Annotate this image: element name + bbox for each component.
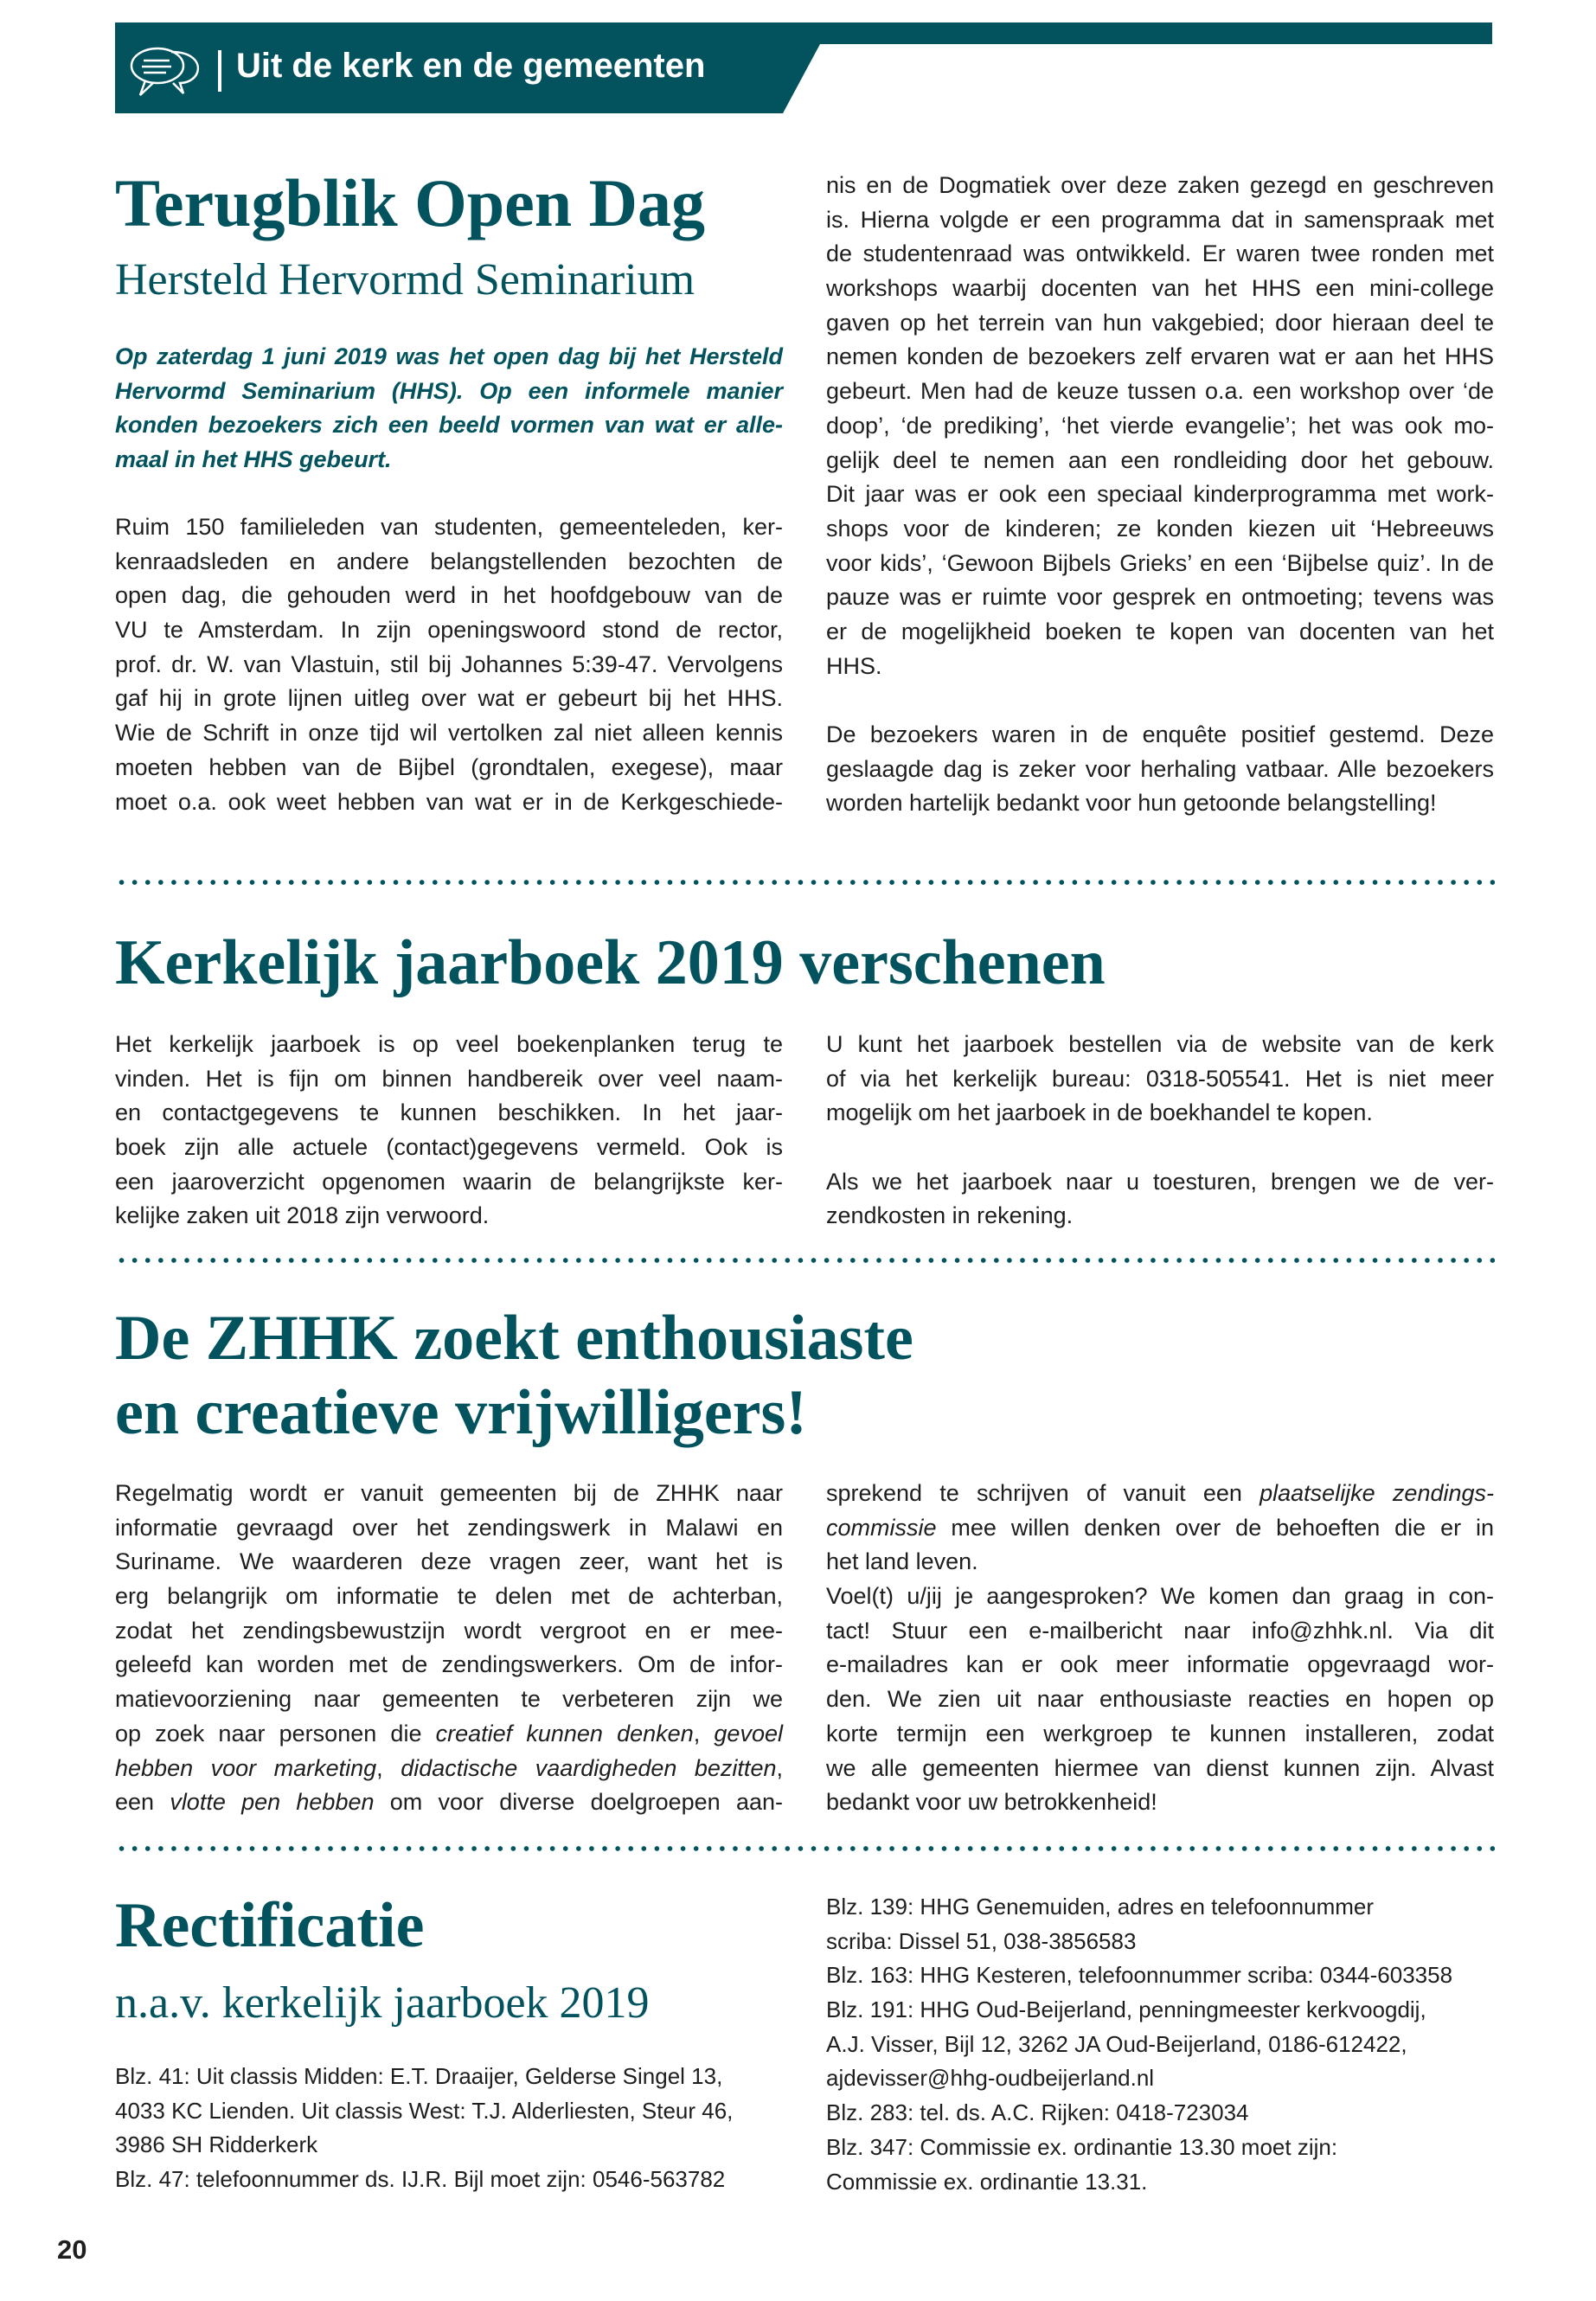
text: doop’, ‘de prediking’, ‘het vierde evangelie’; het was ook mo-: [826, 412, 1494, 439]
text-line: [826, 169, 1494, 203]
text: nemen konden de bezoekers zelf ervaren wat er aan het HHS: [826, 343, 1494, 370]
text: Blz. 191: HHG Oud-Beijerland, penningmeester kerkvoogdij,: [826, 1997, 1426, 2023]
text-line: [115, 613, 783, 648]
text-line: [115, 1580, 783, 1614]
text: tact! Stuur een e-mailbericht naar info@zhhk.nl. Via dit: [826, 1617, 1494, 1644]
text: e-mailadres kan er ook meer informatie opgevraagd wor-: [826, 1651, 1494, 1678]
text: kenraadsleden en andere belangstellenden bezochten de: [115, 548, 783, 574]
text-line: [115, 1096, 783, 1131]
title-line: en creatieve vrijwilligers!: [115, 1377, 807, 1448]
text: Blz. 47: telefoonnummer ds. IJ.R. Bijl moet zijn: 0546-563782: [115, 2166, 726, 2193]
text: gaf hij in grote lijnen uitleg over wat er gebeurt bij het HHS.: [115, 685, 783, 712]
article-body-right: [826, 1028, 1494, 1234]
text-line: [115, 1785, 783, 1820]
text: gaven op het terrein van hun vakgebied; door hieraan deel te: [826, 309, 1494, 336]
text: mee willen denken over de behoeften die er in: [936, 1514, 1494, 1541]
text-line: [115, 2128, 783, 2163]
text: er de mogelijkheid boeken te kopen van docenten van het: [826, 618, 1494, 644]
text-line: [115, 682, 783, 716]
text: de studentenraad was ontwikkeld. Er waren twee ronden met: [826, 240, 1494, 267]
text-line: [115, 785, 783, 820]
text-line: [826, 409, 1494, 444]
text-line: [115, 1062, 783, 1097]
italic-text: creatief kunnen denken: [435, 1720, 694, 1747]
text: Ruim 150 familieleden van studenten, gemeenteleden, ker-: [115, 514, 783, 540]
text: Blz. 163: HHG Kesteren, telefoonnummer scriba: 0344-603358: [826, 1962, 1453, 1989]
text-line: [826, 1096, 1494, 1131]
text: sprekend te schrijven of vanuit een: [826, 1480, 1260, 1506]
text-line: [826, 375, 1494, 409]
text-line: [826, 1993, 1494, 2028]
text: een jaaroverzicht opgenomen waarin de belangrijkste ker-: [115, 1168, 783, 1195]
text-line: [115, 2094, 783, 2129]
text-line: [826, 237, 1494, 272]
text: worden hartelijk bedankt voor hun getoonde belangstelling!: [826, 790, 1437, 817]
text-line: [826, 580, 1494, 615]
text-line: [826, 1511, 1494, 1546]
article-subtitle: Hersteld Hervormd Seminarium: [115, 255, 695, 304]
text-line: [826, 1958, 1494, 1993]
text: 3986 SH Ridderkerk: [115, 2131, 318, 2158]
text: matievoorziening naar gemeenten te verbeteren zijn we: [115, 1686, 783, 1713]
text-line: [115, 716, 783, 751]
text-line: [826, 1752, 1494, 1786]
text-line: [826, 1580, 1494, 1614]
text-line: [826, 615, 1494, 650]
text: zendkosten in rekening.: [826, 1202, 1074, 1229]
text-line: [115, 408, 783, 443]
text: ,: [376, 1754, 401, 1781]
text-line: [115, 1199, 783, 1234]
text: nis en de Dogmatiek over deze zaken gezegd en geschreven: [826, 172, 1494, 198]
text-line: [826, 306, 1494, 341]
text: maal in het HHS gebeurt.: [115, 446, 392, 473]
italic-text: commissie: [826, 1514, 937, 1541]
text: Blz. 283: tel. ds. A.C. Rijken: 0418-723034: [826, 2099, 1249, 2126]
italic-text: didactische vaardigheden bezitten: [401, 1754, 777, 1781]
text-line: [115, 1131, 783, 1165]
text: kelijke zaken uit 2018 zijn verwoord.: [115, 1202, 490, 1229]
text-line: [826, 2061, 1494, 2096]
text-line: [826, 547, 1494, 581]
article-subtitle: n.a.v. kerkelijk jaarboek 2019: [115, 1978, 650, 2028]
text: informatie gevraagd over het zendingswerk in Malawi en: [115, 1514, 783, 1541]
text: pauze was er ruimte voor gesprek en ontmoeting; tevens was: [826, 584, 1494, 611]
text-line: [826, 2028, 1494, 2062]
text-line: [826, 786, 1494, 821]
text-line: [826, 2096, 1494, 2131]
dotted-divider: [115, 1845, 1495, 1852]
text: het land leven.: [826, 1548, 978, 1575]
text: erg belangrijk om informatie te delen met de achterban,: [115, 1583, 783, 1610]
text-line: [826, 1890, 1494, 1925]
text-line: [826, 753, 1494, 787]
text: is. Hierna volgde er een programma dat in samenspraak met: [826, 206, 1494, 233]
text-line: [115, 1614, 783, 1649]
text: om voor diverse doelgroepen aan-: [374, 1789, 783, 1816]
article-body-left: [115, 510, 783, 819]
text-line: [115, 375, 783, 409]
text: moeten hebben van de Bijbel (grondtalen, exegese), maar: [115, 753, 783, 780]
text-line: [115, 443, 783, 478]
text-line: [826, 272, 1494, 306]
text-line: [826, 1614, 1494, 1649]
text: korte termijn een werkgroep te kunnen installeren, zodat: [826, 1720, 1494, 1747]
title-line: De ZHHK zoekt enthousiaste: [115, 1303, 913, 1374]
text-line: [826, 444, 1494, 478]
text-line: [115, 545, 783, 580]
text: HHS.: [826, 652, 882, 679]
text: gelijk deel te nemen aan een rondleiding door het gebouw.: [826, 446, 1494, 473]
text-line: [115, 579, 783, 613]
text: Het kerkelijk jaarboek is op veel boekenplanken terug te: [115, 1031, 783, 1057]
paragraph-gap: [826, 683, 1494, 718]
text-line: [115, 340, 783, 375]
dotted-divider: [115, 879, 1495, 886]
text-line: [115, 1028, 783, 1062]
text-line: [826, 650, 1494, 684]
text: Dit jaar was er ook een speciaal kinderprogramma met work-: [826, 481, 1494, 508]
text-line: [826, 2165, 1494, 2200]
text-line: [826, 2131, 1494, 2165]
text: A.J. Visser, Bijl 12, 3262 JA Oud-Beijerland, 0186-612422,: [826, 2030, 1407, 2057]
text-line: [826, 1477, 1494, 1511]
text: konden bezoekers zich een beeld vormen van wat er alle-: [115, 412, 783, 439]
text-line: [115, 2060, 783, 2094]
text: mogelijk om het jaarboek in de boekhandel te kopen.: [826, 1099, 1373, 1126]
text-line: [826, 1682, 1494, 1717]
text: shops voor de kinderen; ze konden kiezen uit ‘Hebreeuws: [826, 515, 1494, 542]
text-line: [826, 1165, 1494, 1200]
text-line: [115, 510, 783, 545]
text-line: [826, 718, 1494, 753]
corrections-right: [826, 1890, 1494, 2199]
italic-text: gevoel: [714, 1720, 783, 1747]
article-body-right: [826, 169, 1494, 821]
text-line: [826, 512, 1494, 547]
page-number: 20: [57, 2234, 87, 2265]
text: Hervormd Seminarium (HHS). Op een informele manier: [115, 377, 783, 404]
article-body-left: [115, 1477, 783, 1820]
text-line: [115, 648, 783, 683]
text: op zoek naar personen die: [115, 1720, 436, 1747]
article-title-rectificatie: Rectificatie: [115, 1890, 425, 1961]
text-line: [115, 1717, 783, 1752]
text-line: [115, 1648, 783, 1682]
text-line: [826, 1785, 1494, 1820]
text-line: [115, 1545, 783, 1580]
italic-text: plaatselijke zendings-: [1259, 1480, 1495, 1506]
text: workshops waarbij docenten van het HHS een mini-college: [826, 275, 1494, 302]
article-body-left: [115, 1028, 783, 1234]
article-title-open-dag: Terugblik Open Dag: [115, 165, 705, 240]
text: ,: [776, 1754, 783, 1781]
text-line: [115, 1511, 783, 1546]
text: Regelmatig wordt er vanuit gemeenten bij de ZHHK naar: [115, 1480, 783, 1506]
text: den. We zien uit naar enthousiaste reacties en hopen op: [826, 1686, 1494, 1713]
text: U kunt het jaarboek bestellen via de website van de kerk: [826, 1031, 1494, 1057]
text: De bezoekers waren in de enquête positief gestemd. Deze: [826, 721, 1494, 747]
text: gebeurt. Men had de keuze tussen o.a. een workshop over ‘de: [826, 378, 1494, 405]
text: zodat het zendingsbewustzijn wordt vergroot en er mee-: [115, 1617, 783, 1644]
text: voor kids’, ‘Gewoon Bijbels Grieks’ en een ‘Bijbelse quiz’. In de: [826, 549, 1494, 576]
speech-bubbles-icon: [128, 43, 204, 100]
text-line: [826, 203, 1494, 238]
text: Blz. 41: Uit classis Midden: E.T. Draaijer, Gelderse Singel 13,: [115, 2063, 723, 2089]
text: VU te Amsterdam. In zijn openingswoord stond de rector,: [115, 617, 783, 644]
text-line: [826, 1648, 1494, 1682]
text-line: [115, 751, 783, 785]
text-line: [826, 1028, 1494, 1062]
text-line: [115, 1752, 783, 1786]
text: Blz. 347: Commissie ex. ordinantie 13.30 moet zijn:: [826, 2133, 1338, 2160]
text: Commissie ex. ordinantie 13.31.: [826, 2168, 1148, 2195]
header-separator: [218, 50, 221, 92]
text-line: [826, 1925, 1494, 1959]
text-line: [115, 1165, 783, 1200]
text-line: [826, 1199, 1494, 1234]
text: boek zijn alle actuele (contact)gegevens vermeld. Ook is: [115, 1134, 783, 1161]
corrections-left: [115, 2060, 783, 2197]
paragraph-gap: [826, 1131, 1494, 1165]
text: een: [115, 1789, 170, 1816]
article-title-jaarboek: Kerkelijk jaarboek 2019 verschenen: [115, 927, 1106, 998]
text: Suriname. We waarderen deze vragen zeer, want het is: [115, 1548, 783, 1575]
text-line: [826, 340, 1494, 375]
text: Voel(t) u/jij je aangesproken? We komen dan graag in con-: [826, 1583, 1494, 1610]
text: ,: [693, 1720, 715, 1747]
text-line: [115, 1477, 783, 1511]
text: 4033 KC Lienden. Uit classis West: T.J. Alderliesten, Steur 46,: [115, 2097, 734, 2124]
text-line: [826, 1545, 1494, 1580]
text: vinden. Het is fijn om binnen handbereik over veel naam-: [115, 1065, 783, 1092]
italic-text: vlotte pen hebben: [170, 1789, 375, 1816]
text: we alle gemeenten hiermee van dienst kunnen zijn. Alvast: [826, 1754, 1494, 1781]
text: en contactgegevens te kunnen beschikken. In het jaar-: [115, 1099, 783, 1126]
text-line: [115, 2163, 783, 2197]
article-title-zhhk: [115, 1301, 913, 1450]
text: Als we het jaarboek naar u toesturen, brengen we de ver-: [826, 1168, 1494, 1195]
section-title: Uit de kerk en de gemeenten: [236, 47, 706, 85]
text: open dag, die gehouden werd in het hoofdgebouw van de: [115, 582, 783, 609]
text: Op zaterdag 1 juni 2019 was het open dag bij het Hersteld: [115, 343, 783, 369]
text: geleefd kan worden met de zendingswerkers. Om de infor-: [115, 1651, 783, 1678]
text: scriba: Dissel 51, 038-3856583: [826, 1927, 1137, 1954]
text: Blz. 139: HHG Genemuiden, adres en telefoonnummer: [826, 1894, 1375, 1920]
text-line: [826, 478, 1494, 512]
text: of via het kerkelijk bureau: 0318-505541. Het is niet meer: [826, 1065, 1494, 1092]
text: geslaagde dag is zeker voor herhaling vatbaar. Alle bezoekers: [826, 755, 1494, 782]
text-line: [826, 1717, 1494, 1752]
dotted-divider: [115, 1257, 1495, 1264]
article-body-right: [826, 1477, 1494, 1820]
text: bedankt voor uw betrokkenheid!: [826, 1789, 1157, 1816]
text: Wie de Schrift in onze tijd wil vertolken zal niet alleen kennis: [115, 720, 783, 747]
text: moet o.a. ook weet hebben van wat er in de Kerkgeschiede-: [115, 788, 783, 815]
text: ajdevisser@hhg-oudbeijerland.nl: [826, 2065, 1155, 2092]
text-line: [115, 1682, 783, 1717]
text-line: [826, 1062, 1494, 1097]
text: prof. dr. W. van Vlastuin, stil bij Johannes 5:39-47. Vervolgens: [115, 651, 783, 677]
article-intro: [115, 340, 783, 478]
italic-text: hebben voor marketing: [115, 1754, 377, 1781]
